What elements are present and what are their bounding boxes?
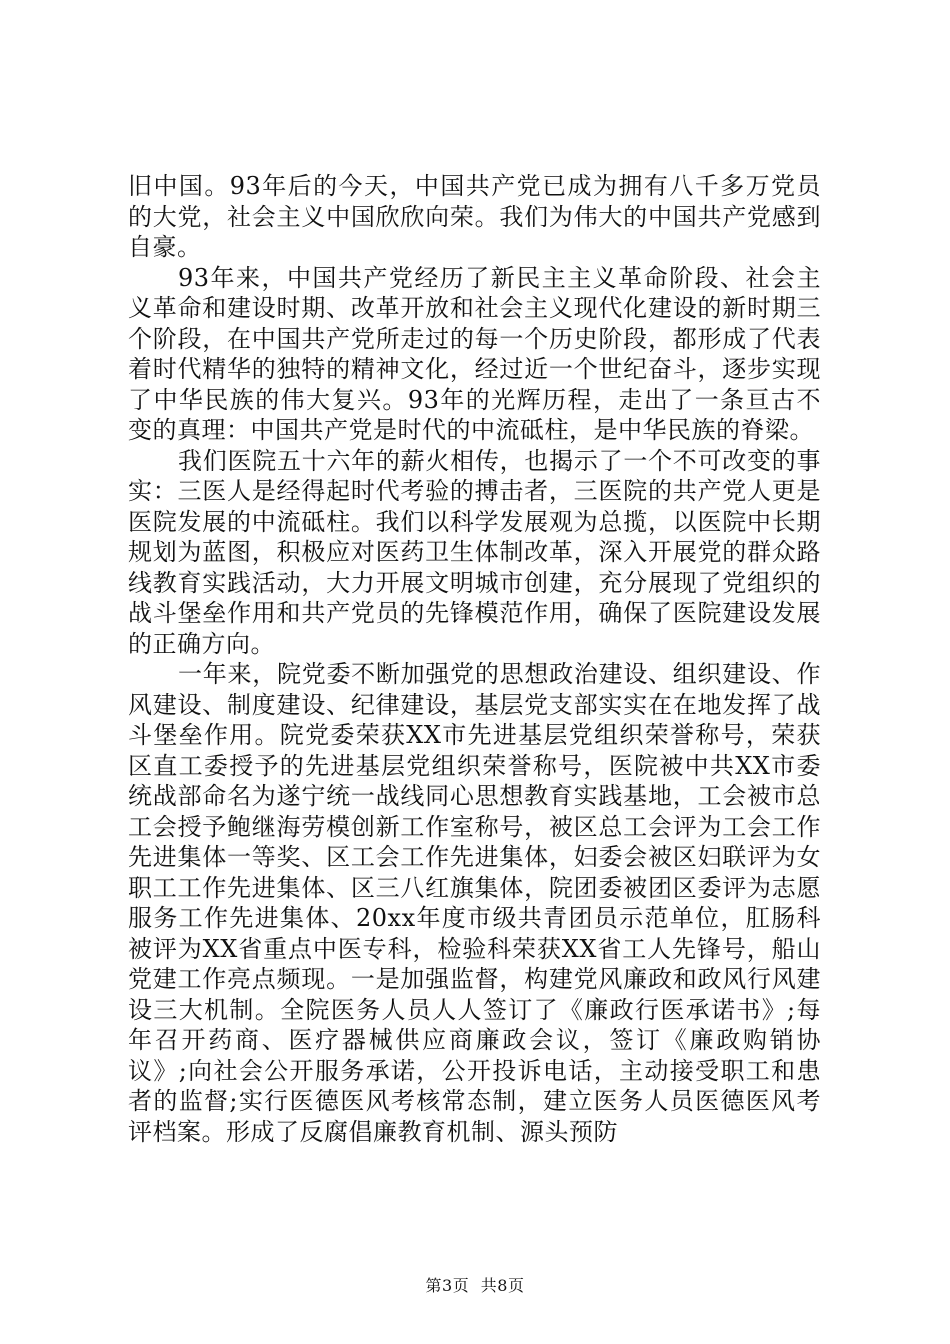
page-total: 共8页 — [480, 1276, 525, 1295]
paragraph-1: 旧中国。93年后的今天，中国共产党已成为拥有八千多万党员的大党，社会主义中国欣欣向荣。我们为伟大的中国共产党感到自豪。 — [128, 172, 821, 261]
paragraph-4: 一年来，院党委不断加强党的思想政治建设、组织建设、作风建设、制度建设、纪律建设，基层党支部实实在在地发挥了战斗堡垒作用。院党委荣获XX市先进基层党组织荣誉称号，荣获区直工委授予的先进基层党组织荣誉称号，医院被中共XX市委统战部命名为遂宁统一战线同心思想教育实践基地，工会被市总工会授予鲍继海劳模创新工作室称号，被区总工会评为工会工作先进集体一等奖、区工会工作先进集体，妇委会被区妇联评为女职工工作先进集体、区三八红旗集体，院团委被团区委评为志愿服务工作先进集体、20xx年度市级共青团员示范单位，肛肠科被评为XX省重点中医专科，检验科荣获XX省工人先锋号，船山党建工作亮点频现。一是加强监督，构建党风廉政和政风行风建设三大机制。全院医务人员人人签订了《廉政行医承诺书》;每年召开药商、医疗器械供应商廉政会议，签订《廉政购销协议》;向社会公开服务承诺，公开投诉电话，主动接受职工和患者的监督;实行医德医风考核常态制，建立医务人员医德医风考评档案。形成了反腐倡廉教育机制、源头预防 — [128, 660, 821, 1146]
document-body — [128, 171, 821, 1147]
paragraph-2: 93年来，中国共产党经历了新民主主义革命阶段、社会主义革命和建设时期、改革开放和社会主义现代化建设的新时期三个阶段，在中国共产党所走过的每一个历史阶段，都形成了代表着时代精华的独特的精神文化，经过近一个世纪奋斗，逐步实现了中华民族的伟大复兴。93年的光辉历程，走出了一条亘古不变的真理：中国共产党是时代的中流砥柱，是中华民族的脊梁。 — [128, 263, 821, 444]
page-footer — [0, 1273, 950, 1296]
page-number: 第3页 — [425, 1276, 470, 1295]
paragraph-3: 我们医院五十六年的薪火相传，也揭示了一个不可改变的事实：三医人是经得起时代考验的搏击者，三医院的共产党人更是医院发展的中流砥柱。我们以科学发展观为总揽，以医院中长期规划为蓝图，积极应对医药卫生体制改革，深入开展党的群众路线教育实践活动，大力开展文明城市创建，充分展现了党组织的战斗堡垒作用和共产党员的先锋模范作用，确保了医院建设发展的正确方向。 — [128, 446, 821, 658]
